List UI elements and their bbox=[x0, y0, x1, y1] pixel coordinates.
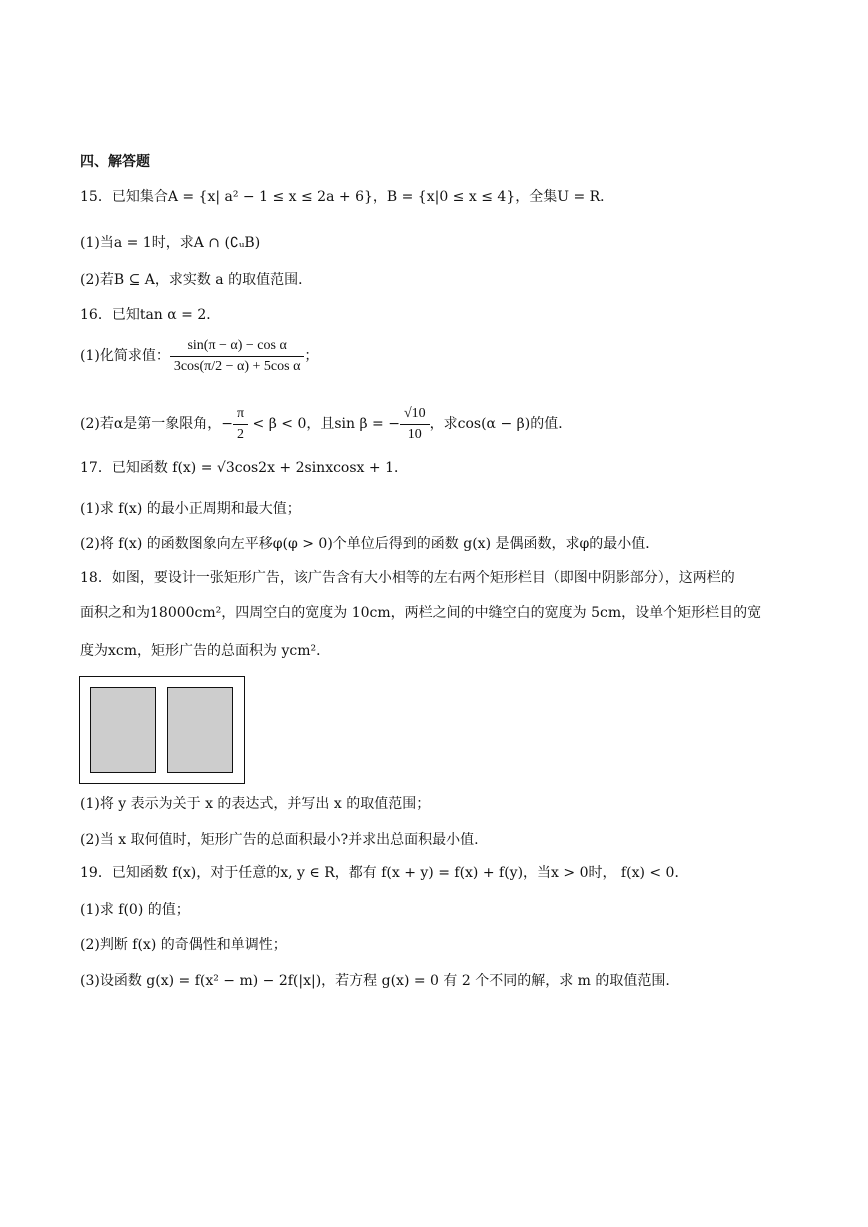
q16-part1-numerator: sin(π − α) − cos α bbox=[170, 337, 305, 357]
q18-part1: (1)将 y 表示为关于 x 的表达式，并写出 x 的取值范围； bbox=[80, 796, 431, 812]
q16-part2-pi-denominator: 2 bbox=[237, 426, 245, 442]
q16-part2-fraction-pi bbox=[233, 405, 248, 444]
q16-stem: 16．已知tan α = 2． bbox=[80, 307, 221, 323]
q17-part1: (1)求 f(x) 的最小正周期和最大值； bbox=[80, 501, 301, 517]
q15-part2: (2)若B ⊆ A，求实数 a 的取值范围． bbox=[80, 272, 313, 288]
section-title: 四、解答题 bbox=[80, 154, 150, 170]
q17-stem: 17．已知函数 f(x) = √3cos2x + 2sinxcosx + 1． bbox=[80, 460, 408, 476]
q17-part2: (2)将 f(x) 的函数图象向左平移φ(φ > 0)个单位后得到的函数 g(x) 是偶函数，求φ的最小值． bbox=[80, 536, 660, 552]
q16-part2-b: < β < 0，且sin β = − bbox=[248, 416, 400, 432]
q18-line2: 面积之和为18000cm²，四周空白的宽度为 10cm，两栏之间的中缝空白的宽度为 5cm，设单个矩形栏目的宽 bbox=[80, 605, 762, 621]
q16-part2-a: (2)若α是第一象限角，− bbox=[80, 416, 234, 432]
q19-part2: (2)判断 f(x) 的奇偶性和单调性； bbox=[80, 937, 287, 953]
q16-part2 bbox=[80, 404, 572, 444]
q15-stem: 15．已知集合A = {x| a² − 1 ≤ x ≤ 2a + 6}，B = {x|0 ≤ x ≤ 4}，全集U = R． bbox=[80, 189, 615, 205]
q16-part1-prefix: (1)化简求值： bbox=[80, 348, 170, 364]
q16-part1-denominator: 3cos(π/2 − α) + 5cos α bbox=[173, 358, 301, 374]
q16-part2-pi-numerator: π bbox=[233, 405, 248, 425]
q18-line3: 度为xcm，矩形广告的总面积为 ycm²． bbox=[80, 643, 331, 659]
q16-part2-root-numerator: √10 bbox=[400, 405, 430, 425]
q16-part1-fraction bbox=[170, 337, 305, 376]
q16-part1-suffix: ； bbox=[304, 348, 319, 364]
q19-part1: (1)求 f(0) 的值； bbox=[80, 902, 190, 918]
q15-part1: (1)当a = 1时，求A ∩ (∁ᵤB) bbox=[80, 235, 261, 251]
left-column-panel bbox=[90, 687, 156, 773]
q16-part2-fraction-root bbox=[400, 405, 430, 444]
ad-layout-diagram bbox=[79, 676, 245, 784]
q16-part2-c: ，求cos(α − β)的值． bbox=[429, 416, 573, 432]
q19-stem: 19．已知函数 f(x)，对于任意的x, y ∈ R，都有 f(x + y) = f(x) + f(y)，当x > 0时， f(x) < 0． bbox=[80, 865, 689, 881]
q16-part2-root-denominator: 10 bbox=[407, 426, 422, 442]
right-column-panel bbox=[167, 687, 233, 773]
q18-line1: 18．如图，要设计一张矩形广告，该广告含有大小相等的左右两个矩形栏目（即图中阴影部分），这两栏的 bbox=[80, 570, 735, 586]
q19-part3: (3)设函数 g(x) = f(x² − m) − 2f(|x|)，若方程 g(x) = 0 有 2 个不同的解，求 m 的取值范围. bbox=[80, 973, 670, 989]
q16-part1 bbox=[80, 336, 318, 376]
q18-part2: (2)当 x 取何值时，矩形广告的总面积最小?并求出总面积最小值. bbox=[80, 832, 479, 848]
